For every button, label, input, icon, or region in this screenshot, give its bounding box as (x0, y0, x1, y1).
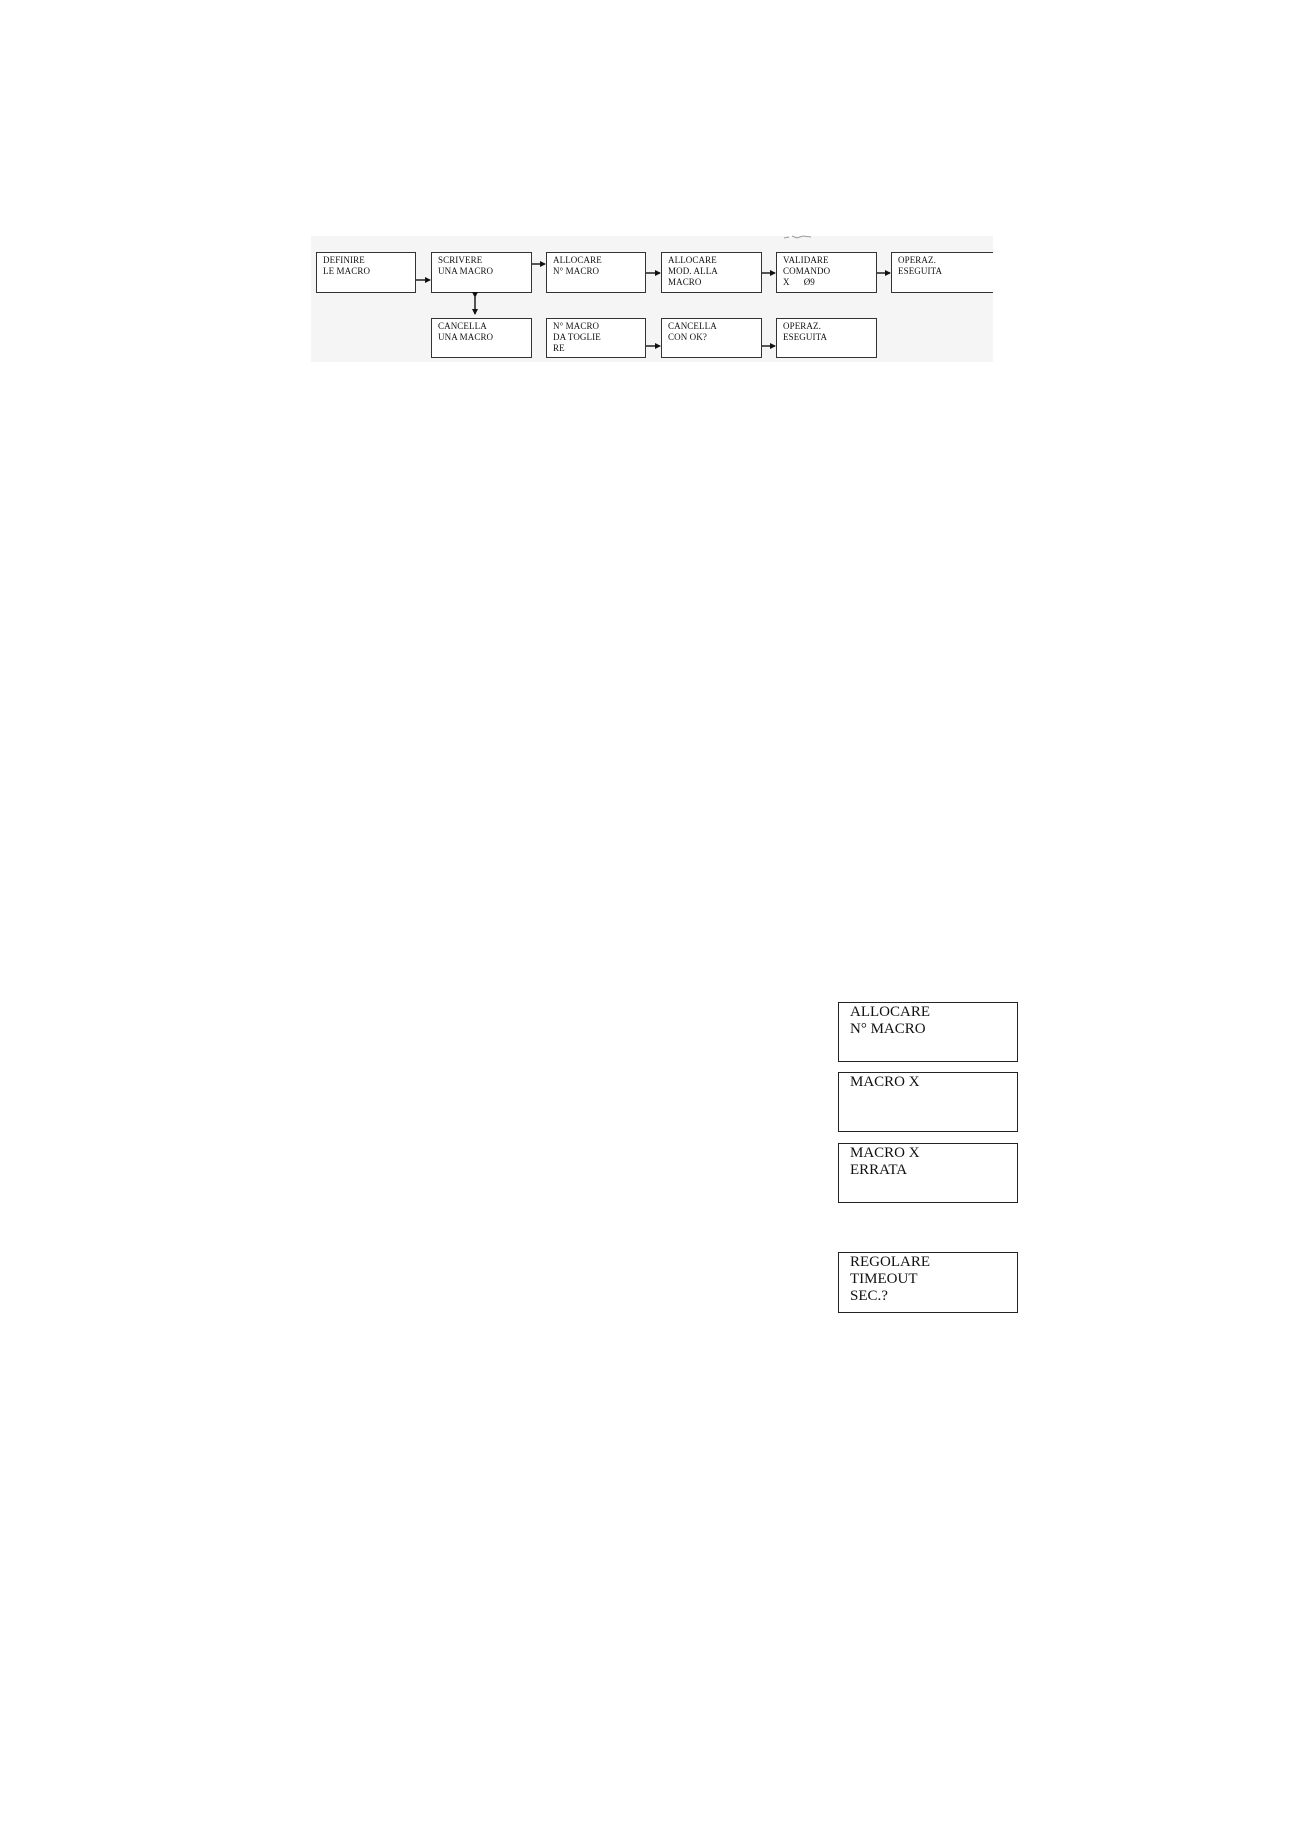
flow-step-allocare-mod-alla-macro: ALLOCARE MOD. ALLA MACRO (661, 252, 762, 293)
flow-step-n-macro-da-togliere: N° MACRO DA TOGLIE RE (546, 318, 646, 358)
flow-step-cancella-con-ok: CANCELLA CON OK? (661, 318, 762, 358)
display-regolare-timeout: REGOLARE TIMEOUT SEC.? (838, 1252, 1018, 1313)
display-allocare-n-macro: ALLOCARE N° MACRO (838, 1002, 1018, 1062)
faint-header-mark (783, 234, 813, 240)
display-macro-x: MACRO X (838, 1072, 1018, 1132)
display-macro-x-errata: MACRO X ERRATA (838, 1143, 1018, 1203)
flow-step-definire-le-macro: DEFINIRE LE MACRO (316, 252, 416, 293)
flow-step-cancella-una-macro: CANCELLA UNA MACRO (431, 318, 532, 358)
flow-step-validare-comando: VALIDARE COMANDO X Ø9 (776, 252, 877, 293)
flow-step-scrivere-una-macro: SCRIVERE UNA MACRO (431, 252, 532, 293)
flow-step-operaz-eseguita-delete: OPERAZ. ESEGUITA (776, 318, 877, 358)
flow-step-allocare-n-macro: ALLOCARE N° MACRO (546, 252, 646, 293)
flow-step-operaz-eseguita: OPERAZ. ESEGUITA (891, 252, 993, 293)
